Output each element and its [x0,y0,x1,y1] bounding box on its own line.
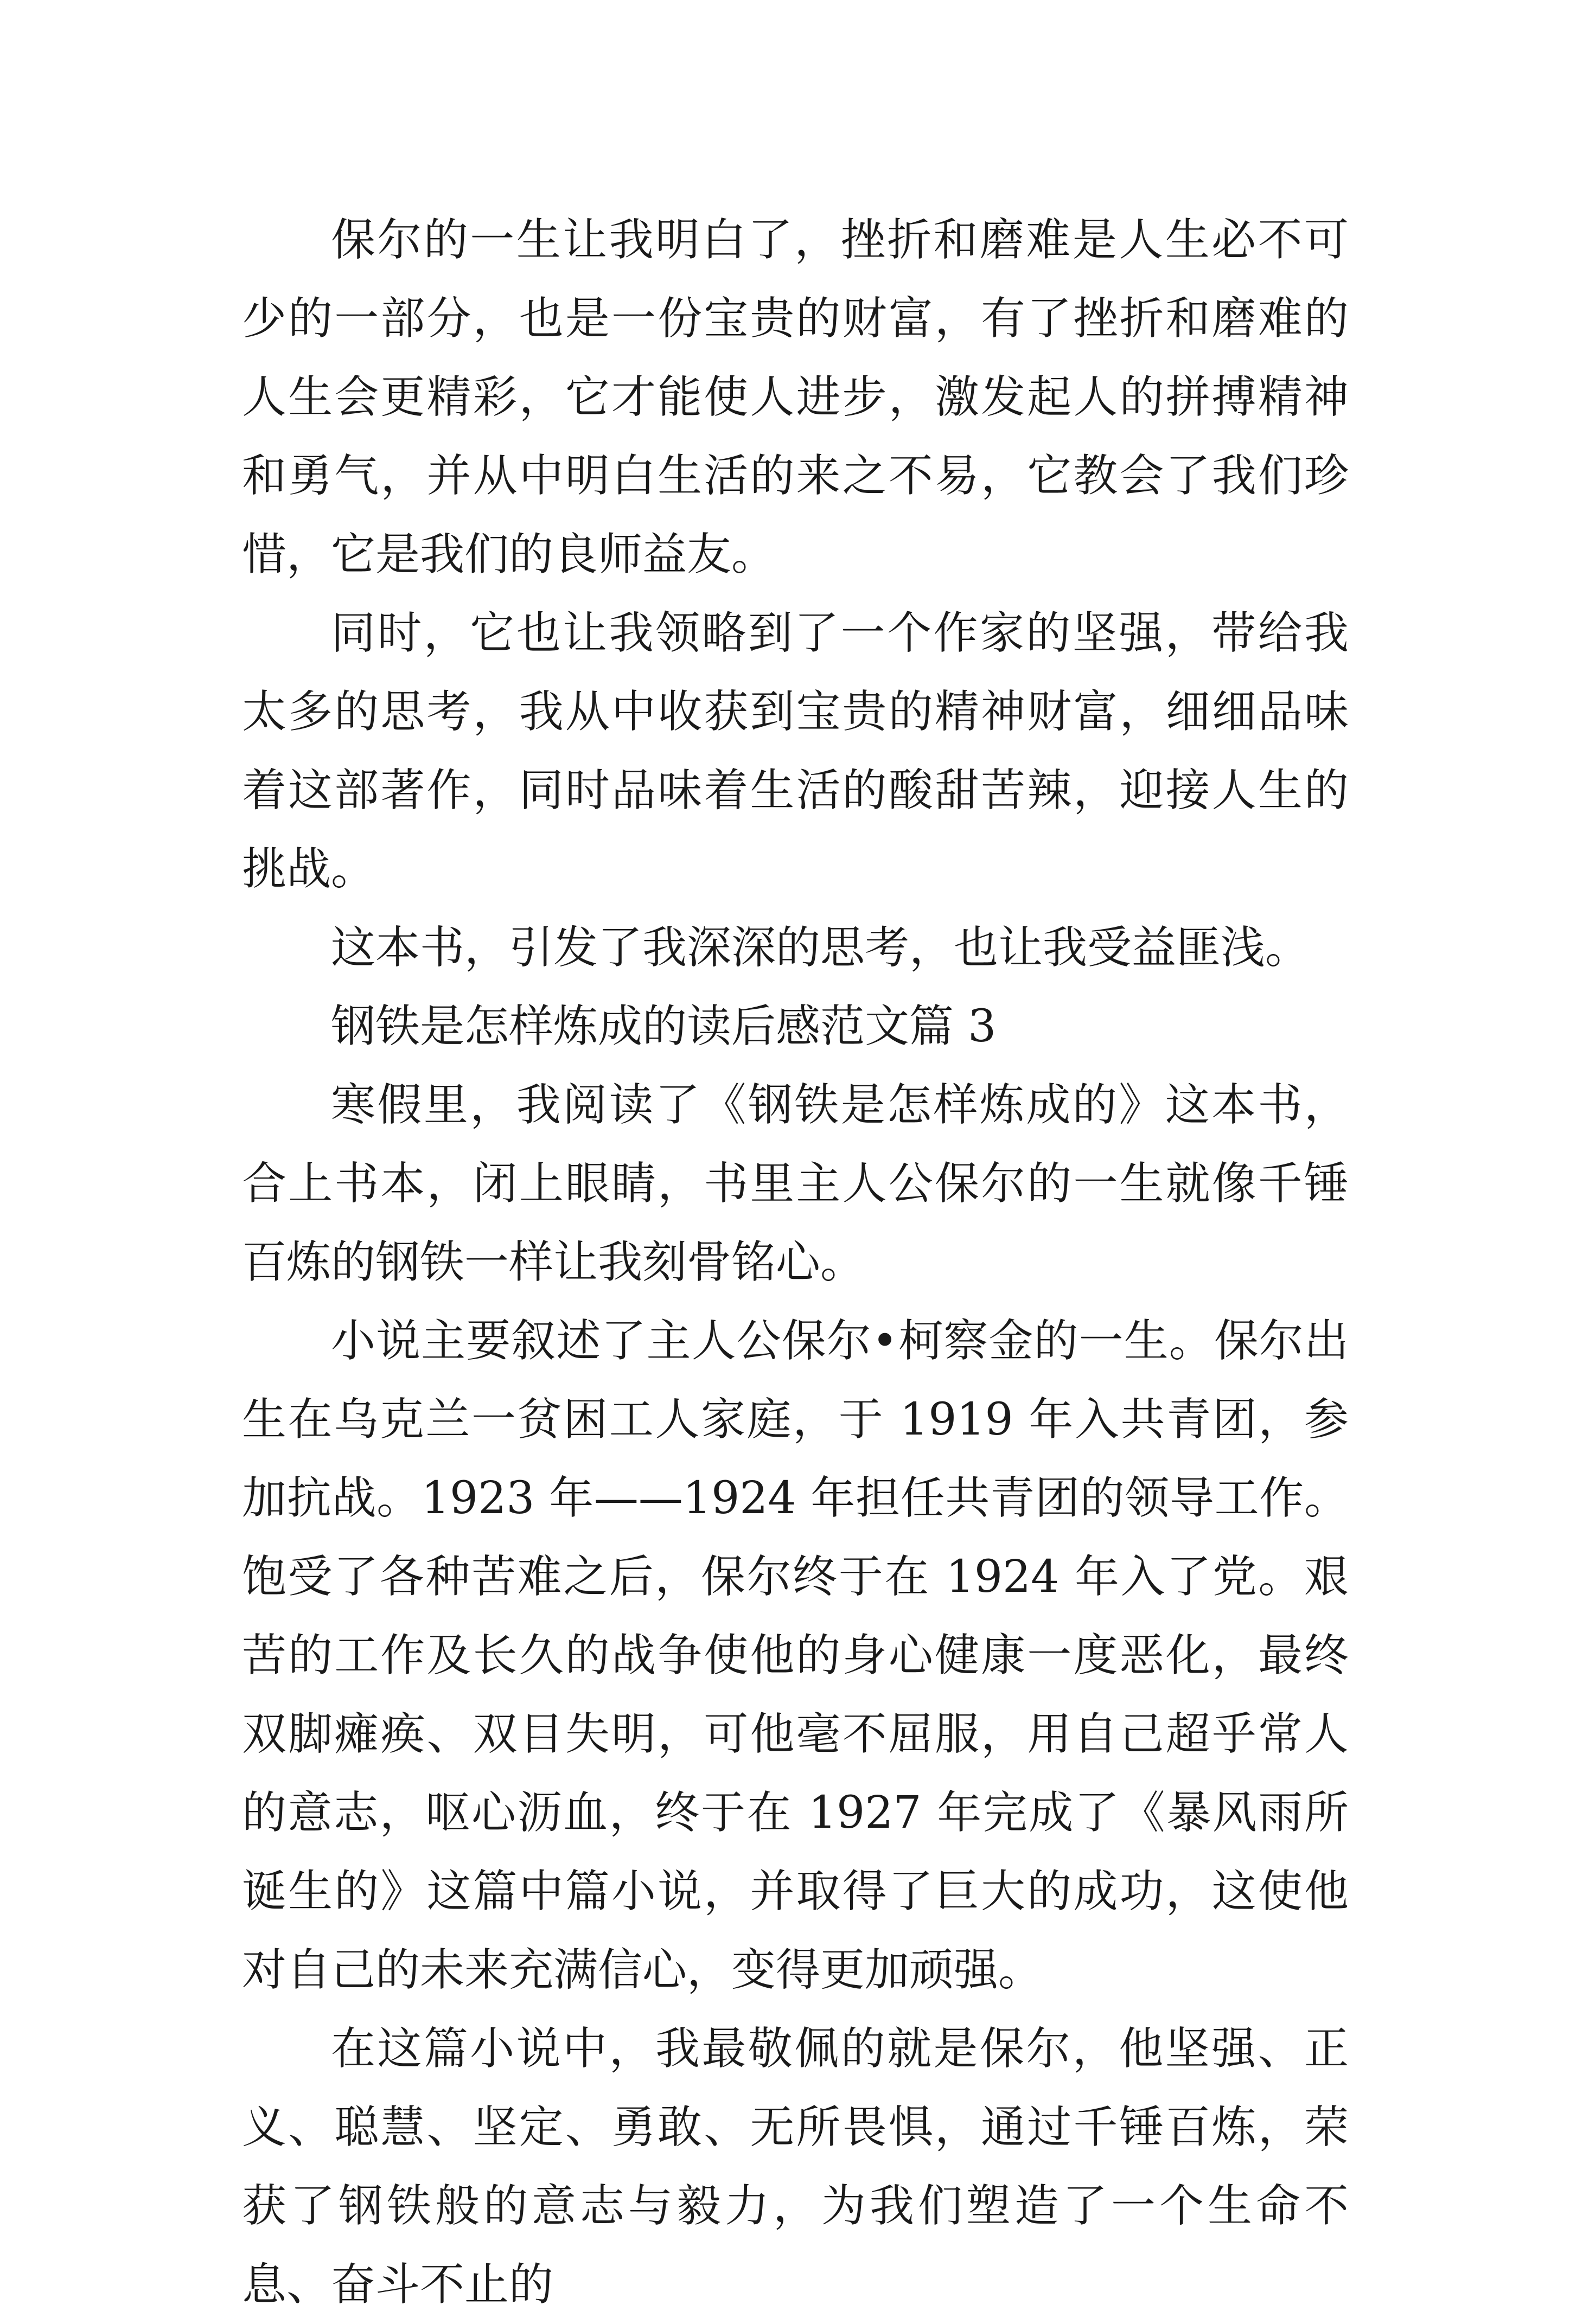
document-body [242,201,1349,2324]
paragraph: 同时，它也让我领略到了一个作家的坚强，带给我太多的思考，我从中收获到宝贵的精神财富，细细品味着这部著作，同时品味着生活的酸甜苦辣，迎接人生的挑战。 [242,607,1349,895]
paragraph: 小说主要叙述了主人公保尔•柯察金的一生。保尔出生在乌克兰一贫困工人家庭，于 1919 年入共青团，参加抗战。1923 年——1924 年担任共青团的领导工作。饱受了各种苦难之后，保尔终于在 1924 年入了党。艰苦的工作及长久的战争使他的身心健康一度恶化，最终双脚瘫痪、双目失明，可他毫不屈服，用自己超乎常人的意志，呕心沥血，终于在 1927 年完成了《暴风雨所诞生的》这篇中篇小说，并取得了巨大的成功，这使他对自己的未来充满信心，变得更加顽强。 [242,1315,1349,1996]
paragraph: 寒假里，我阅读了《钢铁是怎样炼成的》这本书，合上书本，闭上眼睛，书里主人公保尔的一生就像千锤百炼的钢铁一样让我刻骨铭心。 [242,1079,1349,1288]
paragraph: 这本书，引发了我深深的思考，也让我受益匪浅。 [331,922,1310,974]
paragraph: 保尔的一生让我明白了，挫折和磨难是人生必不可少的一部分，也是一份宝贵的财富，有了挫折和磨难的人生会更精彩，它才能使人进步，激发起人的拼搏精神和勇气，并从中明白生活的来之不易，它教会了我们珍惜，它是我们的良师益友。 [242,214,1349,580]
section-heading: 钢铁是怎样炼成的读后感范文篇 3 [331,1001,997,1052]
paragraph: 在这篇小说中，我最敬佩的就是保尔，他坚强、正义、聪慧、坚定、勇敢、无所畏惧，通过千锤百炼，荣获了钢铁般的意志与毅力，为我们塑造了一个生命不息、奋斗不止的 [242,2023,1349,2310]
